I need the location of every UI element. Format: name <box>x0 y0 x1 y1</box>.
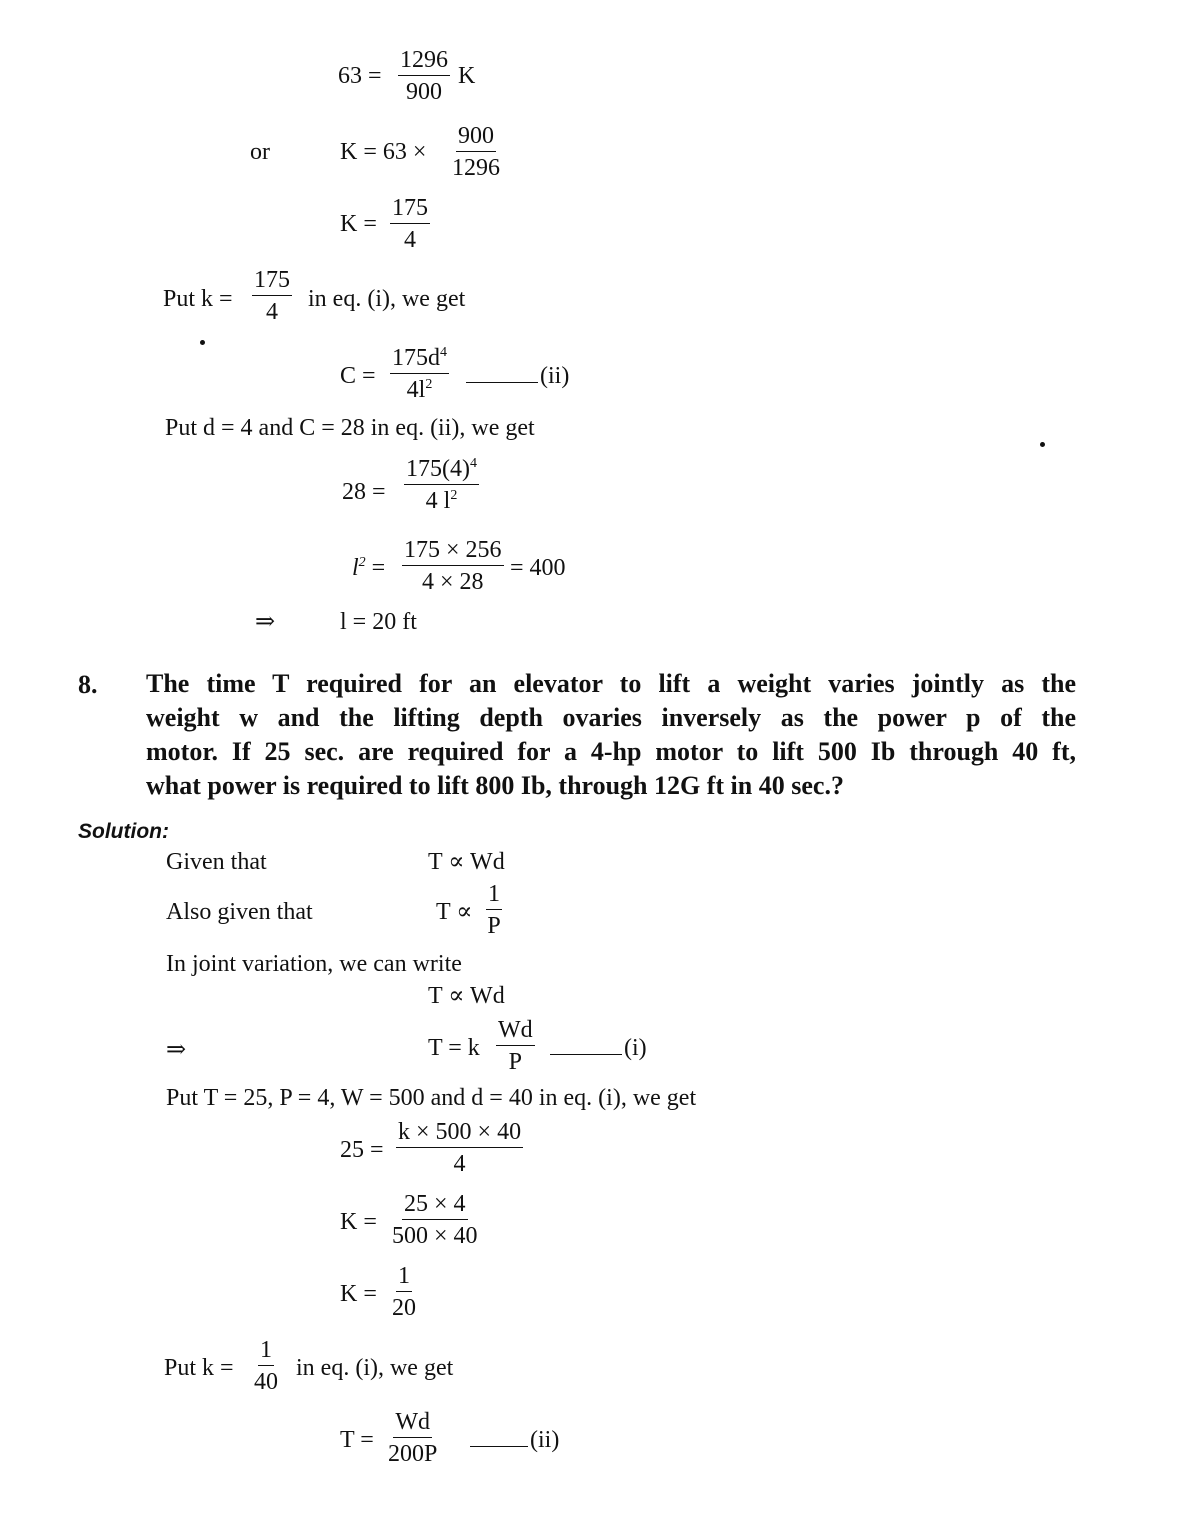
numerator: 175 <box>390 196 430 224</box>
eq-63-lhs: 63 = <box>338 63 382 89</box>
eq-k1-lhs: K = <box>340 1209 377 1235</box>
eq-28-fraction <box>404 457 479 513</box>
problem-line: weight w and the lifting depth ovaries inversely as the power p of the <box>146 703 1076 732</box>
eq-l2-rhs: = 400 <box>510 555 566 581</box>
eq-c-fraction <box>390 346 449 402</box>
put-d-text: Put d = 4 and C = 28 in eq. (ii), we get <box>165 415 535 441</box>
denominator: 20 <box>392 1295 416 1321</box>
numerator: 25 × 4 <box>402 1192 468 1220</box>
denominator: 900 <box>406 79 442 105</box>
eq-c-tag: (ii) <box>466 364 569 388</box>
numerator: 1296 <box>398 48 450 76</box>
denominator: 40 <box>254 1369 278 1395</box>
eq-63-fraction <box>398 48 450 104</box>
put-k2-text: Put k = <box>164 1355 234 1381</box>
eq-k175-lhs: K = <box>340 211 377 237</box>
eq-k1-fraction <box>392 1192 478 1248</box>
problem-line: motor. If 25 sec. are required for a 4-hp motor to lift 500 Ib through 40 ft, <box>146 737 1076 766</box>
eq-l2-fraction <box>402 538 504 594</box>
numerator: $175d^4$ <box>390 346 449 374</box>
numerator: Wd <box>393 1410 432 1438</box>
numerator: 175 <box>252 268 292 296</box>
denominator: $4l^2$ <box>406 377 433 403</box>
numerator: $175(4)^4$ <box>404 457 479 485</box>
problem-line: The time T required for an elevator to lift a weight varies jointly as the <box>146 669 1076 698</box>
given-expr: T ∝ Wd <box>428 849 505 875</box>
eq-25-fraction <box>396 1120 523 1176</box>
eq-t-tag: (ii) <box>470 1428 559 1452</box>
numerator: 1 <box>486 882 502 910</box>
also-given-text: Also given that <box>166 899 313 925</box>
result-l: l = 20 ft <box>340 609 417 635</box>
eq-k-fraction <box>452 124 500 180</box>
numerator: 1 <box>258 1338 274 1366</box>
denominator: 200P <box>388 1441 438 1467</box>
problem-number: 8. <box>78 670 98 699</box>
eq-28-lhs: 28 = <box>342 479 386 505</box>
eq-25-lhs: 25 = <box>340 1137 384 1163</box>
eq-k2-lhs: K = <box>340 1281 377 1307</box>
denominator: P <box>487 913 501 939</box>
put-k-suffix: in eq. (i), we get <box>308 286 466 312</box>
given-text: Given that <box>166 849 267 875</box>
implies-arrow: ⇒ <box>166 1037 187 1063</box>
joint-variation-text: In joint variation, we can write <box>166 951 462 977</box>
speck-mark <box>200 340 205 345</box>
also-given-lhs: T ∝ <box>436 899 473 925</box>
problem-statement <box>146 667 1076 803</box>
numerator: Wd <box>496 1018 535 1046</box>
eq-k-lhs: K = 63 × <box>340 139 427 165</box>
numerator: 175 × 256 <box>402 538 504 566</box>
or-word: or <box>250 139 270 165</box>
denominator: 4 <box>453 1151 466 1177</box>
eq-i-fraction <box>496 1018 535 1074</box>
also-given-fraction <box>486 882 502 938</box>
put-values-text: Put T = 25, P = 4, W = 500 and d = 40 in eq. (i), we get <box>166 1085 697 1111</box>
numerator: k × 500 × 40 <box>396 1120 523 1148</box>
denominator: 4 × 28 <box>422 569 484 595</box>
speck-mark <box>1040 442 1045 447</box>
denominator: 500 × 40 <box>392 1223 478 1249</box>
denominator: 4 <box>404 227 416 253</box>
eq-i-lhs: T = k <box>428 1035 480 1061</box>
joint-expr: T ∝ Wd <box>428 983 505 1009</box>
numerator: 900 <box>456 124 496 152</box>
eq-l2-lhs: $l^2$ = <box>352 555 386 581</box>
implies-arrow: ⇒ <box>255 609 276 635</box>
denominator: 4 <box>266 299 278 325</box>
put-k2-fraction <box>254 1338 278 1394</box>
eq-63-rhs: K <box>458 63 476 89</box>
eq-t-lhs: T = <box>340 1427 374 1453</box>
eq-k175-fraction <box>390 196 430 252</box>
denominator: 4 $l^2$ <box>425 488 458 514</box>
denominator: P <box>508 1049 522 1075</box>
put-k-text: Put k = <box>163 286 233 312</box>
denominator: 1296 <box>452 155 500 181</box>
put-k-fraction <box>252 268 292 324</box>
put-k2-suffix: in eq. (i), we get <box>296 1355 454 1381</box>
problem-line: what power is required to lift 800 Ib, through 12G ft in 40 sec.? <box>146 771 844 800</box>
numerator: 1 <box>396 1264 412 1292</box>
eq-k2-fraction <box>392 1264 416 1320</box>
eq-c-lhs: C = <box>340 363 376 389</box>
eq-i-tag: (i) <box>550 1036 647 1060</box>
eq-t-fraction <box>388 1410 437 1466</box>
solution-label: Solution: <box>78 820 169 843</box>
